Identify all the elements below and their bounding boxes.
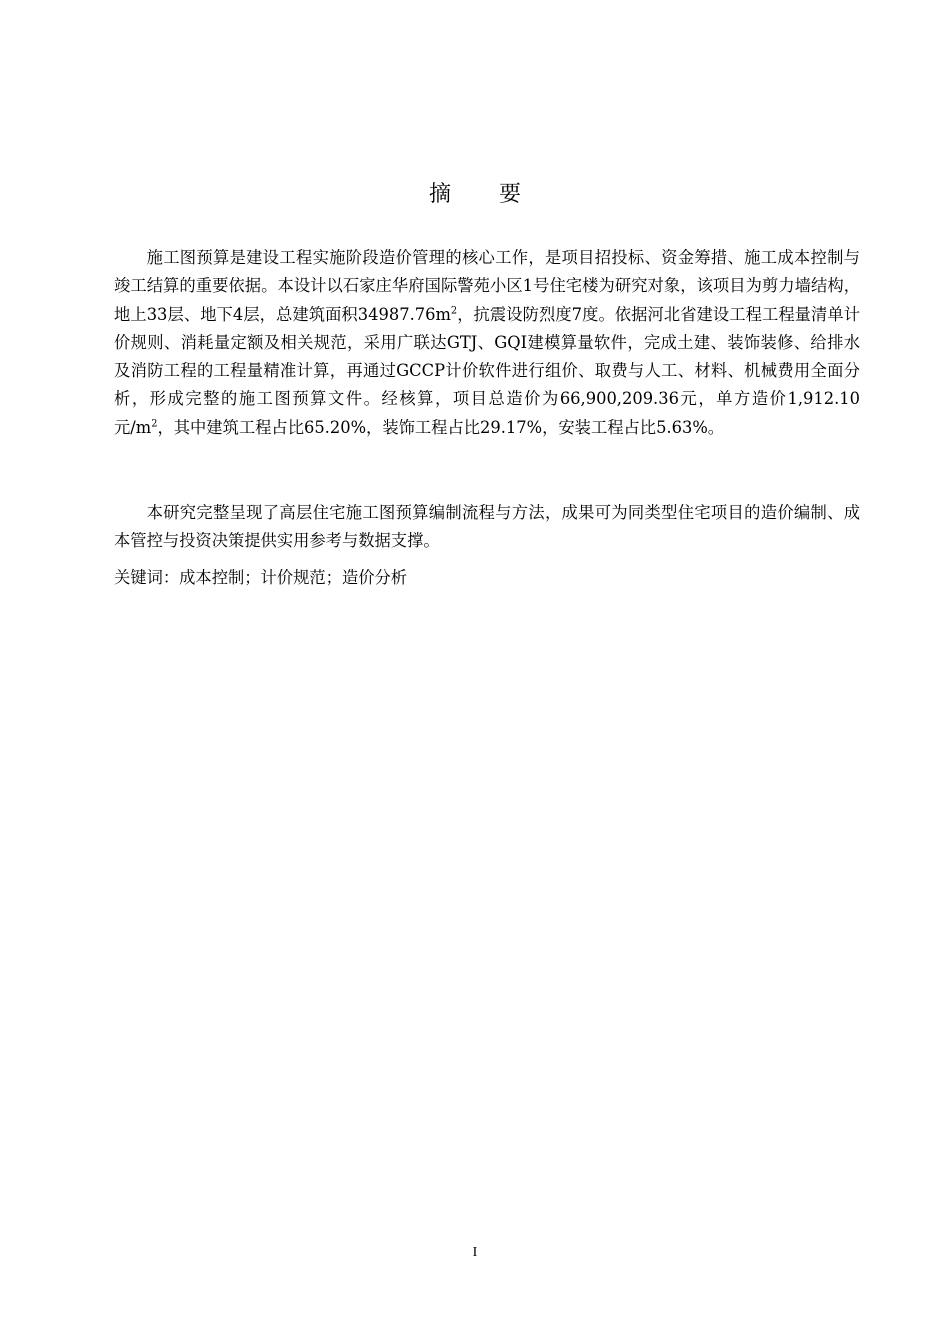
- abstract-title: [0, 180, 950, 210]
- title-char-2: 要: [499, 182, 522, 207]
- title-char-1: 摘: [428, 182, 451, 207]
- keywords-line: [114, 564, 860, 592]
- abstract-paragraph-2: [114, 499, 860, 556]
- p1-part-c: ，其中建筑工程占比65.20%，装饰工程占比29.17%，安装工程占比5.63%。: [157, 417, 725, 437]
- keywords-value: 成本控制；计价规范；造价分析: [179, 568, 408, 587]
- page-number: I: [472, 1245, 478, 1260]
- p1-superscript-2: 2: [151, 418, 158, 430]
- paragraph-1-text: [114, 244, 860, 442]
- keywords-label: 关键词：: [114, 568, 180, 587]
- p1-superscript-1: 2: [450, 305, 458, 317]
- abstract-paragraph-1: [114, 244, 860, 442]
- p1-part-a: 施工图预算是建设工程实施阶段造价管理的核心工作，是项目招投标、资金筹措、施工成本控制与竣工结算的重要依据。本设计以石家庄华府国际警苑小区1号住宅楼为研究对象，该项目为剪力墙结构，地上33层、地下4层，总建筑面积34987.76m: [114, 248, 860, 324]
- p1-part-b: ，抗震设防烈度7度。依据河北省建设工程工程量清单计价规则、消耗量定额及相关规范，采用广联达GTJ、GQI建模算量软件，完成土建、装饰装修、给排水及消防工程的工程量精准计算，再通过GCCP计价软件进行组价、取费与人工、材料、机械费用全面分析，形成完整的施工图预算文件。经核算，项目总造价为66,900,209.36元，单方造价1,912.10元/m: [114, 304, 861, 437]
- paragraph-2-text: 本研究完整呈现了高层住宅施工图预算编制流程与方法，成果可为同类型住宅项目的造价编制、成本管控与投资决策提供实用参考与数据支撑。: [114, 503, 860, 551]
